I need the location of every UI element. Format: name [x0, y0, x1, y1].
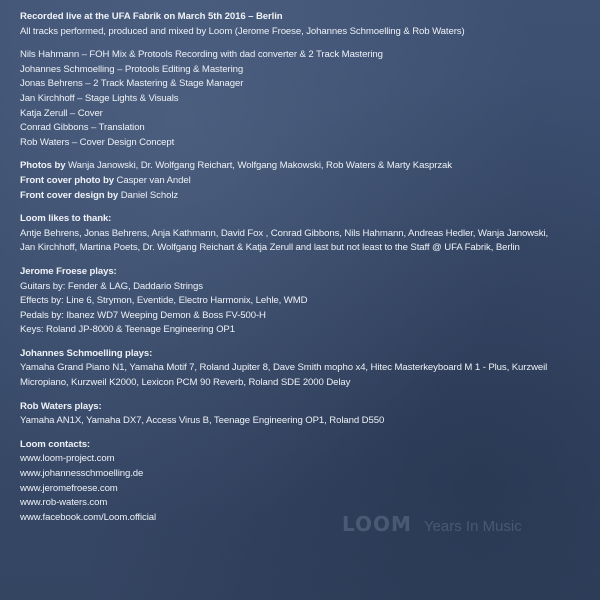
gear-line: Keys: Roland JP-8000 & Teenage Engineering OP1: [20, 324, 235, 336]
crew-credits: [20, 48, 592, 150]
thanks-section: [20, 212, 592, 256]
gear-line: Effects by: Line 6, Strymon, Eventide, Electro Harmonix, Lehle, WMD: [20, 295, 308, 307]
loom-watermark: [342, 512, 522, 536]
contact-link[interactable]: www.loom-project.com: [20, 453, 115, 465]
gear-line: Yamaha AN1X, Yamaha DX7, Access Virus B, Teenage Engineering OP1, Roland D550: [20, 415, 385, 427]
front-cover-design-line: [20, 189, 592, 204]
crew-line: Jonas Behrens – 2 Track Mastering & Stage Manager: [20, 78, 244, 90]
thanks-line: Antje Behrens, Jonas Behrens, Anja Kathmann, David Fox , Conrad Gibbons, Nils Hahmann, Andreas Hedler, Wanja Janowski,: [20, 227, 549, 239]
jerome-heading: Jerome Froese plays:: [20, 265, 117, 277]
photos-by-label: Photos by: [20, 160, 66, 172]
contact-link[interactable]: www.rob-waters.com: [20, 497, 108, 509]
front-cover-photo-label: Front cover photo by: [20, 174, 114, 186]
gear-line: Yamaha Grand Piano N1, Yamaha Motif 7, Roland Jupiter 8, Dave Smith mopho x4, Hitec Masterkeyboard M 1 - Plus, Kurzweil: [20, 362, 548, 374]
contact-link[interactable]: www.johannesschmoelling.de: [20, 468, 144, 480]
thanks-line: Jan Kirchhoff, Martina Poets, Dr. Wolfgang Reichart & Katja Zerull and last but not least to the Staff @ UFA Fabrik, Berlin: [20, 242, 520, 254]
contact-link[interactable]: www.jeromefroese.com: [20, 482, 118, 494]
johannes-heading: Johannes Schmoelling plays:: [20, 347, 153, 359]
front-cover-design-value: Daniel Scholz: [118, 189, 179, 201]
photos-by-line: [20, 159, 592, 174]
front-cover-design-label: Front cover design by: [20, 189, 119, 201]
photos-by-value: Wanja Janowski, Dr. Wolfgang Reichart, Wolfgang Makowski, Rob Waters & Marty Kasprzak: [65, 160, 452, 172]
loom-logo: LOOM: [342, 512, 412, 536]
front-cover-photo-value: Casper van Andel: [113, 174, 191, 186]
crew-line: Nils Hahmann – FOH Mix & Protools Recording with dad converter & 2 Track Mastering: [20, 49, 383, 61]
crew-line: Conrad Gibbons – Translation: [20, 122, 145, 134]
johannes-section: [20, 347, 592, 391]
crew-line: Johannes Schmoelling – Protools Editing & Mastering: [20, 63, 244, 75]
rob-heading: Rob Waters plays:: [20, 400, 102, 412]
crew-line: Katja Zerull – Cover: [20, 107, 103, 119]
contacts-heading: Loom contacts:: [20, 438, 91, 450]
recording-subtitle: All tracks performed, produced and mixed by Loom (Jerome Froese, Johannes Schmoelling & Rob Waters): [20, 25, 465, 37]
gear-line: Guitars by: Fender & LAG, Daddario Strings: [20, 280, 203, 292]
photo-credits: [20, 159, 592, 203]
crew-line: Rob Waters – Cover Design Concept: [20, 136, 175, 148]
recording-title: Recorded live at the UFA Fabrik on March 5th 2016 – Berlin: [20, 11, 283, 22]
rob-section: [20, 400, 592, 429]
gear-line: Micropiano, Kurzweil K2000, Lexicon PCM 90 Reverb, Roland SDE 2000 Delay: [20, 377, 351, 389]
liner-notes: [20, 10, 592, 525]
contact-link[interactable]: www.facebook.com/Loom.official: [20, 511, 156, 523]
jerome-section: [20, 265, 592, 338]
watermark-tagline: Years In Music: [423, 518, 522, 535]
crew-line: Jan Kirchhoff – Stage Lights & Visuals: [20, 92, 179, 104]
thanks-heading: Loom likes to thank:: [20, 213, 112, 225]
front-cover-photo-line: [20, 174, 592, 189]
gear-line: Pedals by: Ibanez WD7 Weeping Demon & Boss FV-500-H: [20, 309, 266, 321]
